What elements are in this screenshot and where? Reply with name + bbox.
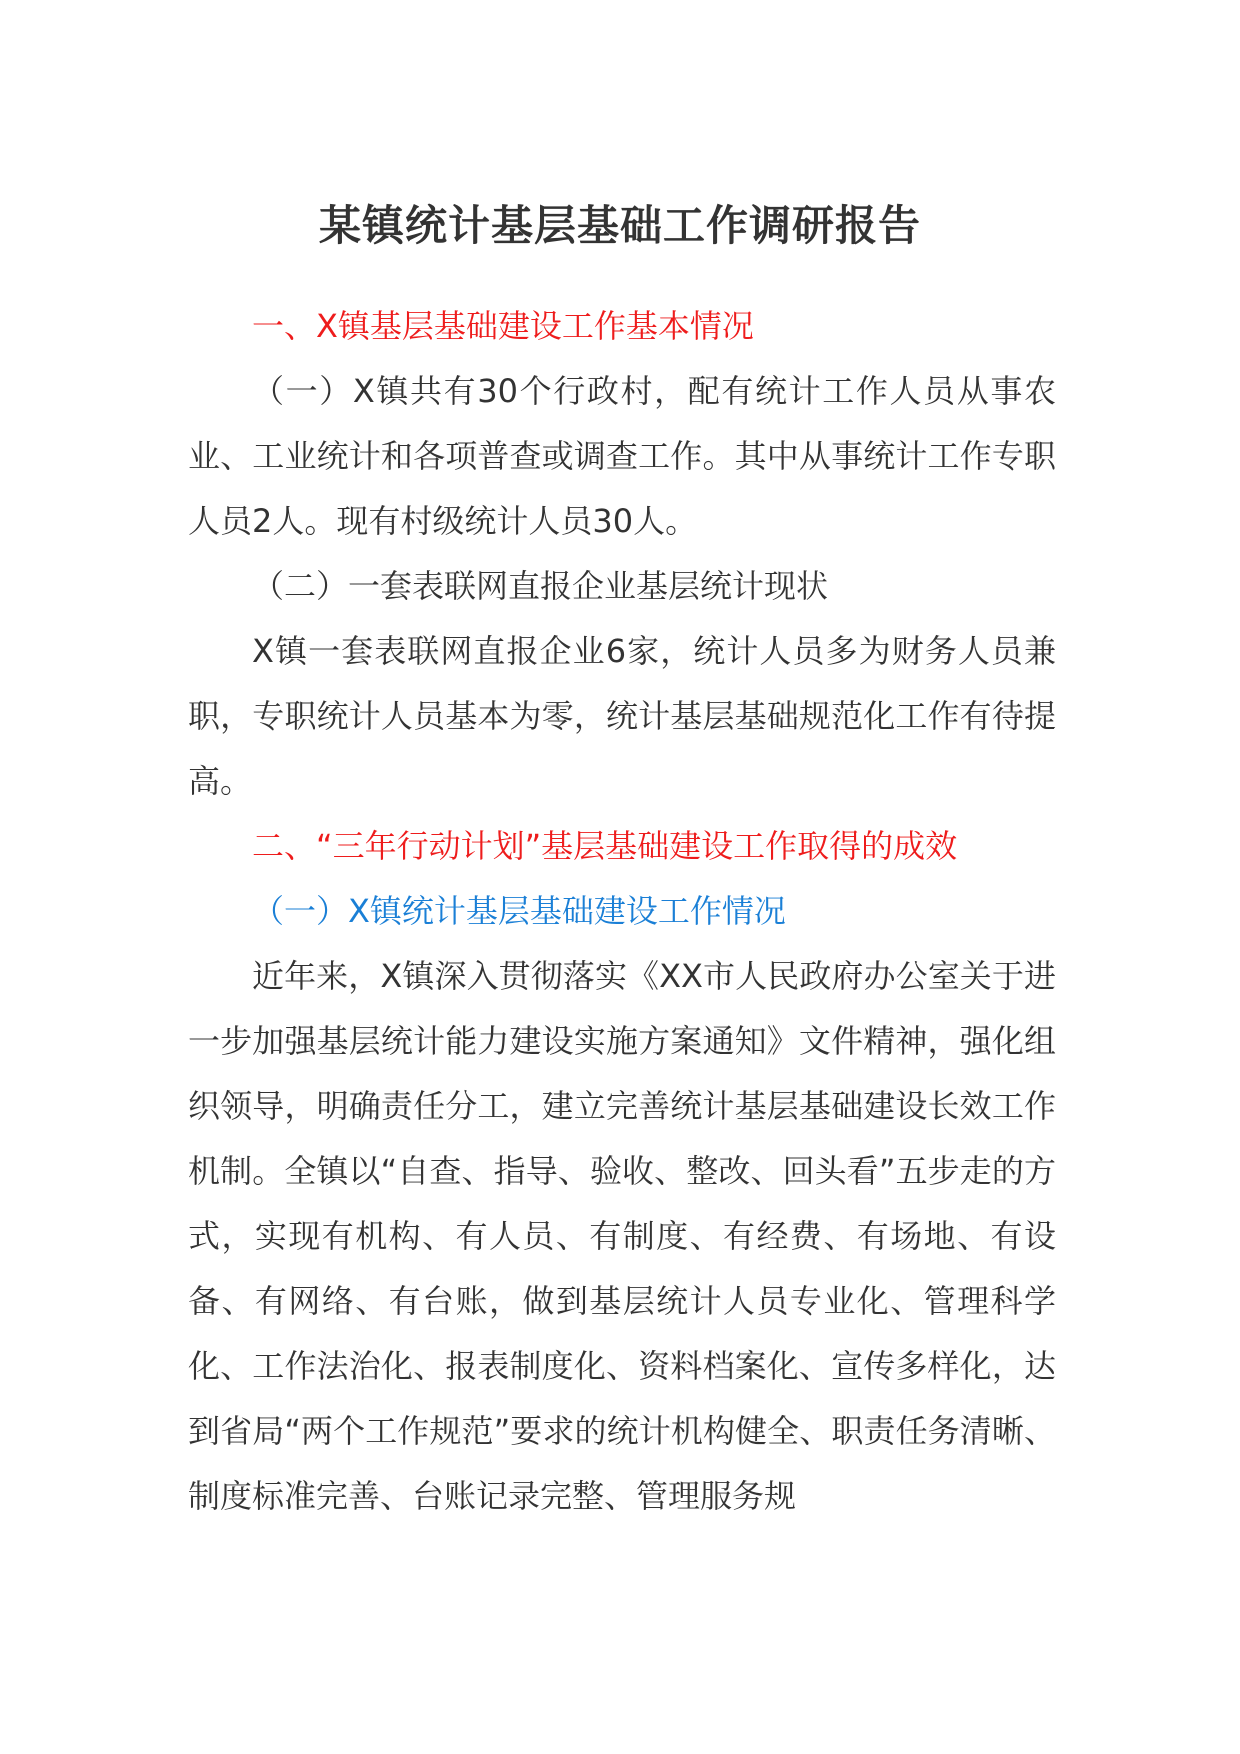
body-paragraph: （一）X镇共有30个行政村，配有统计工作人员从事农业、工业统计和各项普查或调查工作。其中从事统计工作专职人员2人。现有村级统计人员30人。 xyxy=(188,372,1056,540)
document-title: 某镇统计基层基础工作调研报告 xyxy=(318,201,921,250)
subsection-heading-blue: （一）X镇统计基层基础建设工作情况 xyxy=(252,892,786,930)
section-heading-1: 一、X镇基层基础建设工作基本情况 xyxy=(252,307,754,345)
subsection-heading: （二）一套表联网直报企业基层统计现状 xyxy=(252,567,829,605)
document-body xyxy=(188,294,1056,1529)
body-paragraph: X镇一套表联网直报企业6家，统计人员多为财务人员兼职，专职统计人员基本为零，统计基层基础规范化工作有待提高。 xyxy=(188,632,1056,800)
body-paragraph: 近年来，X镇深入贯彻落实《XX市人民政府办公室关于进一步加强基层统计能力建设实施方案通知》文件精神，强化组织领导，明确责任分工，建立完善统计基层基础建设长效工作机制。全镇以“自查、指导、验收、整改、回头看”五步走的方式，实现有机构、有人员、有制度、有经费、有场地、有设备、有网络、有台账，做到基层统计人员专业化、管理科学化、工作法治化、报表制度化、资料档案化、宣传多样化，达到省局“两个工作规范”要求的统计机构健全、职责任务清晰、制度标准完善、台账记录完整、管理服务规 xyxy=(188,957,1056,1515)
section-heading-2: 二、“三年行动计划”基层基础建设工作取得的成效 xyxy=(252,827,958,865)
